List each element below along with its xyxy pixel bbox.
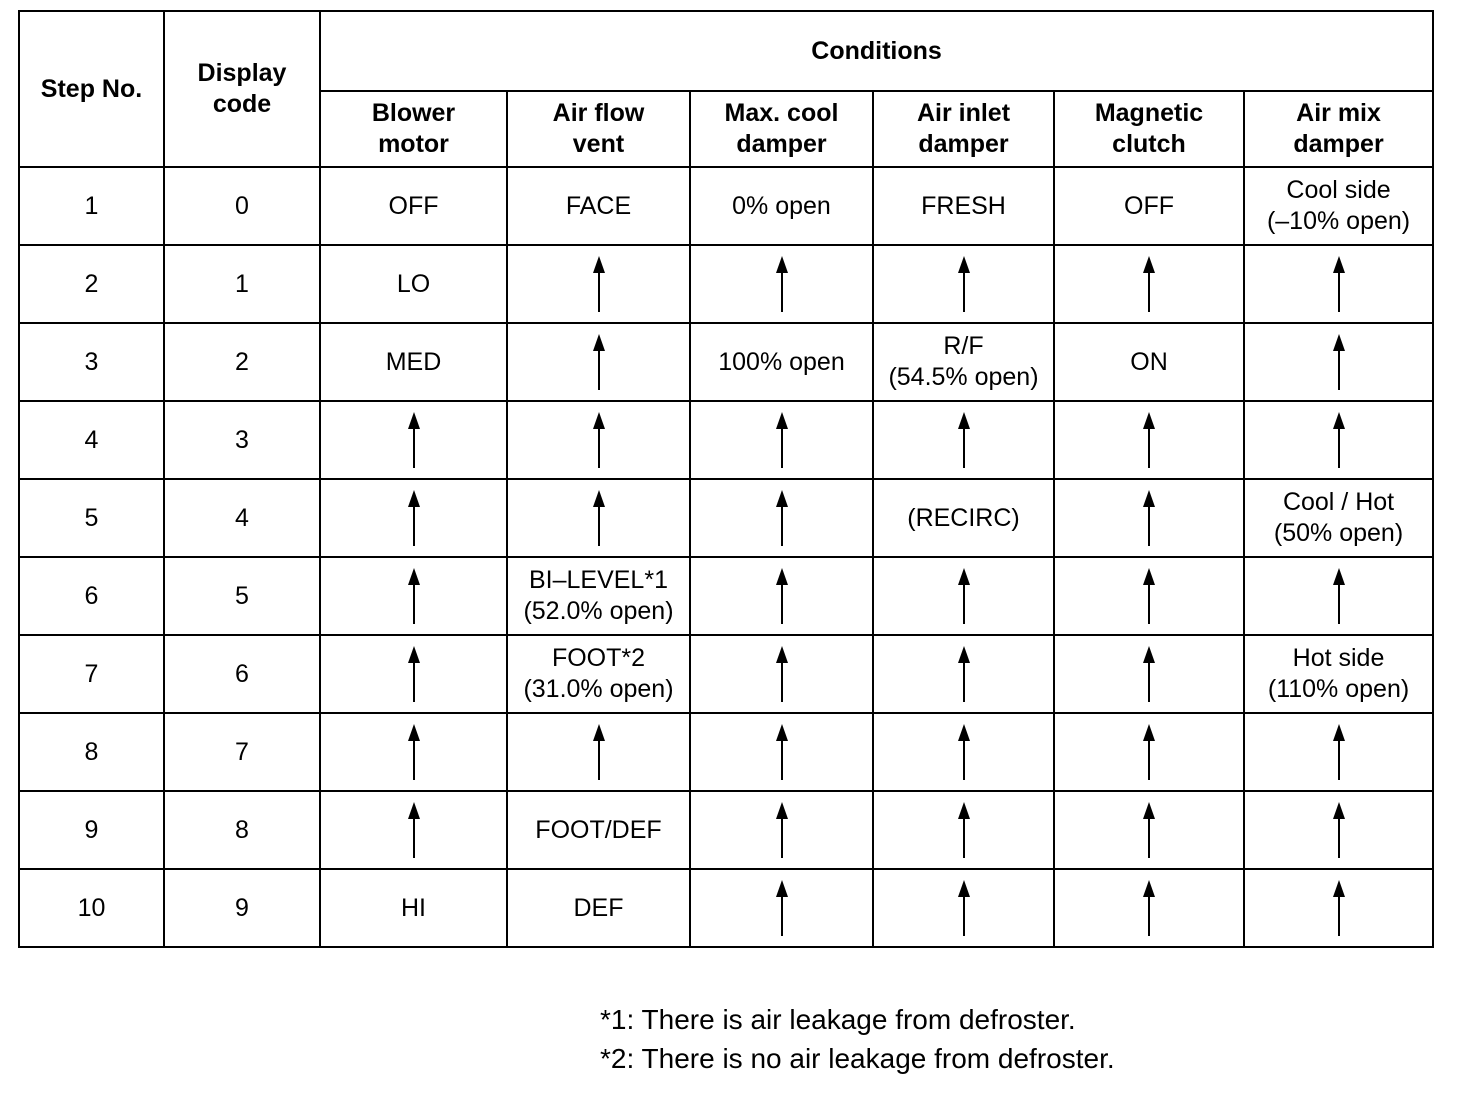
header-air-mix-damper: Air mix damper: [1244, 91, 1433, 167]
arrow-value: [789, 412, 790, 413]
cell-step-no: 5: [19, 479, 164, 557]
arrow-value: [421, 802, 422, 803]
up-arrow-icon: [1142, 256, 1156, 312]
header-air-flow-vent: Air flow vent: [507, 91, 690, 167]
table-row: [19, 791, 1433, 869]
up-arrow-icon: [1332, 256, 1346, 312]
arrow-value: [421, 568, 422, 569]
up-arrow-icon: [1332, 412, 1346, 468]
arrow-value: [1346, 724, 1347, 725]
cell-step-no: 6: [19, 557, 164, 635]
arrow-value: [1156, 568, 1157, 569]
up-arrow-icon: [957, 880, 971, 936]
cell-air-flow-vent: [507, 401, 690, 479]
cell-air-mix-damper: Cool / Hot (50% open): [1244, 479, 1433, 557]
cell-blower-motor: LO: [320, 245, 507, 323]
up-arrow-icon: [1332, 880, 1346, 936]
table-row: [19, 167, 1433, 245]
cell-max-cool-damper: [690, 791, 873, 869]
table-row: [19, 869, 1433, 947]
arrow-value: [606, 724, 607, 725]
cell-air-flow-vent: FACE: [507, 167, 690, 245]
up-arrow-icon: [957, 724, 971, 780]
arrow-value: [1346, 802, 1347, 803]
cell-blower-motor: [320, 791, 507, 869]
up-arrow-icon: [1142, 724, 1156, 780]
arrow-value: [606, 256, 607, 257]
cell-blower-motor: [320, 401, 507, 479]
up-arrow-icon: [775, 802, 789, 858]
cell-air-inlet-damper: [873, 869, 1054, 947]
arrow-value: [789, 256, 790, 257]
up-arrow-icon: [592, 334, 606, 390]
up-arrow-icon: [1142, 880, 1156, 936]
arrow-value: [789, 568, 790, 569]
cell-magnetic-clutch: [1054, 245, 1244, 323]
cell-max-cool-damper: [690, 245, 873, 323]
arrow-value: [1346, 334, 1347, 335]
table-row: [19, 401, 1433, 479]
up-arrow-icon: [1142, 568, 1156, 624]
cell-max-cool-damper: [690, 713, 873, 791]
header-conditions: Conditions: [320, 11, 1433, 91]
cell-display-code: 3: [164, 401, 320, 479]
table-row: [19, 635, 1433, 713]
cell-blower-motor: MED: [320, 323, 507, 401]
cell-display-code: 8: [164, 791, 320, 869]
arrow-value: [971, 646, 972, 647]
cell-air-mix-damper: [1244, 323, 1433, 401]
cell-display-code: 2: [164, 323, 320, 401]
cell-magnetic-clutch: [1054, 869, 1244, 947]
cell-max-cool-damper: 0% open: [690, 167, 873, 245]
up-arrow-icon: [775, 568, 789, 624]
cell-air-flow-vent: [507, 323, 690, 401]
cell-blower-motor: [320, 479, 507, 557]
arrow-value: [1156, 724, 1157, 725]
cell-air-flow-vent: [507, 713, 690, 791]
footnotes: [600, 1000, 1115, 1078]
cell-max-cool-damper: 100% open: [690, 323, 873, 401]
cell-air-inlet-damper: FRESH: [873, 167, 1054, 245]
header-step-no: Step No.: [19, 11, 164, 167]
up-arrow-icon: [1142, 646, 1156, 702]
table-row: [19, 323, 1433, 401]
cell-air-flow-vent: DEF: [507, 869, 690, 947]
cell-magnetic-clutch: ON: [1054, 323, 1244, 401]
arrow-value: [1346, 412, 1347, 413]
arrow-value: [971, 802, 972, 803]
up-arrow-icon: [775, 880, 789, 936]
up-arrow-icon: [1142, 412, 1156, 468]
arrow-value: [1156, 412, 1157, 413]
arrow-value: [971, 256, 972, 257]
up-arrow-icon: [1332, 568, 1346, 624]
up-arrow-icon: [1332, 334, 1346, 390]
up-arrow-icon: [592, 490, 606, 546]
cell-air-inlet-damper: [873, 713, 1054, 791]
cell-air-flow-vent: FOOT*2 (31.0% open): [507, 635, 690, 713]
arrow-value: [1156, 490, 1157, 491]
cell-air-flow-vent: [507, 245, 690, 323]
up-arrow-icon: [592, 256, 606, 312]
cell-magnetic-clutch: [1054, 635, 1244, 713]
table-row: [19, 245, 1433, 323]
cell-blower-motor: HI: [320, 869, 507, 947]
footnote-1: *1: There is air leakage from defroster.: [600, 1004, 1076, 1035]
cell-blower-motor: [320, 557, 507, 635]
cell-display-code: 6: [164, 635, 320, 713]
arrow-value: [1156, 646, 1157, 647]
cell-air-flow-vent: [507, 479, 690, 557]
cell-display-code: 1: [164, 245, 320, 323]
cell-step-no: 9: [19, 791, 164, 869]
cell-blower-motor: [320, 713, 507, 791]
arrow-value: [606, 490, 607, 491]
cell-magnetic-clutch: [1054, 401, 1244, 479]
cell-max-cool-damper: [690, 479, 873, 557]
up-arrow-icon: [407, 568, 421, 624]
up-arrow-icon: [957, 568, 971, 624]
arrow-value: [789, 802, 790, 803]
cell-air-mix-damper: [1244, 557, 1433, 635]
cell-blower-motor: OFF: [320, 167, 507, 245]
arrow-value: [1156, 802, 1157, 803]
cell-air-inlet-damper: [873, 245, 1054, 323]
up-arrow-icon: [957, 256, 971, 312]
cell-magnetic-clutch: [1054, 479, 1244, 557]
cell-air-inlet-damper: (RECIRC): [873, 479, 1054, 557]
up-arrow-icon: [775, 490, 789, 546]
header-blower-motor: Blower motor: [320, 91, 507, 167]
up-arrow-icon: [1332, 802, 1346, 858]
cell-magnetic-clutch: OFF: [1054, 167, 1244, 245]
cell-max-cool-damper: [690, 635, 873, 713]
arrow-value: [1346, 880, 1347, 881]
table-row: [19, 479, 1433, 557]
cell-step-no: 10: [19, 869, 164, 947]
arrow-value: [421, 724, 422, 725]
arrow-value: [606, 412, 607, 413]
up-arrow-icon: [957, 802, 971, 858]
up-arrow-icon: [1332, 724, 1346, 780]
cell-step-no: 4: [19, 401, 164, 479]
header-max-cool-damper: Max. cool damper: [690, 91, 873, 167]
cell-max-cool-damper: [690, 557, 873, 635]
cell-air-inlet-damper: [873, 791, 1054, 869]
arrow-value: [789, 880, 790, 881]
arrow-value: [971, 412, 972, 413]
cell-air-inlet-damper: [873, 635, 1054, 713]
cell-step-no: 2: [19, 245, 164, 323]
cell-air-mix-damper: [1244, 245, 1433, 323]
cell-air-mix-damper: [1244, 713, 1433, 791]
cell-magnetic-clutch: [1054, 791, 1244, 869]
cell-air-inlet-damper: [873, 401, 1054, 479]
footnote-2: *2: There is no air leakage from defroster.: [600, 1043, 1115, 1074]
cell-magnetic-clutch: [1054, 713, 1244, 791]
arrow-value: [789, 724, 790, 725]
cell-max-cool-damper: [690, 869, 873, 947]
arrow-value: [421, 412, 422, 413]
arrow-value: [971, 880, 972, 881]
cell-display-code: 7: [164, 713, 320, 791]
up-arrow-icon: [407, 646, 421, 702]
up-arrow-icon: [957, 412, 971, 468]
cell-air-inlet-damper: R/F (54.5% open): [873, 323, 1054, 401]
cell-air-mix-damper: [1244, 401, 1433, 479]
arrow-value: [421, 646, 422, 647]
up-arrow-icon: [775, 256, 789, 312]
up-arrow-icon: [592, 412, 606, 468]
cell-step-no: 3: [19, 323, 164, 401]
up-arrow-icon: [775, 412, 789, 468]
cell-display-code: 5: [164, 557, 320, 635]
arrow-value: [421, 490, 422, 491]
cell-max-cool-damper: [690, 401, 873, 479]
table-row: [19, 713, 1433, 791]
up-arrow-icon: [1142, 490, 1156, 546]
cell-magnetic-clutch: [1054, 557, 1244, 635]
cell-air-mix-damper: [1244, 791, 1433, 869]
arrow-value: [1346, 568, 1347, 569]
cell-step-no: 7: [19, 635, 164, 713]
header-magnetic-clutch: Magnetic clutch: [1054, 91, 1244, 167]
table-row: [19, 557, 1433, 635]
up-arrow-icon: [1142, 802, 1156, 858]
header-air-inlet-damper: Air inlet damper: [873, 91, 1054, 167]
cell-air-inlet-damper: [873, 557, 1054, 635]
up-arrow-icon: [775, 646, 789, 702]
cell-display-code: 4: [164, 479, 320, 557]
up-arrow-icon: [592, 724, 606, 780]
conditions-table: [18, 10, 1434, 948]
table-body: [19, 167, 1433, 947]
arrow-value: [971, 724, 972, 725]
cell-air-mix-damper: Cool side (–10% open): [1244, 167, 1433, 245]
up-arrow-icon: [407, 490, 421, 546]
up-arrow-icon: [407, 724, 421, 780]
arrow-value: [789, 646, 790, 647]
cell-step-no: 1: [19, 167, 164, 245]
arrow-value: [971, 568, 972, 569]
arrow-value: [606, 334, 607, 335]
cell-air-flow-vent: BI–LEVEL*1 (52.0% open): [507, 557, 690, 635]
up-arrow-icon: [775, 724, 789, 780]
up-arrow-icon: [407, 412, 421, 468]
cell-display-code: 9: [164, 869, 320, 947]
cell-air-mix-damper: [1244, 869, 1433, 947]
cell-blower-motor: [320, 635, 507, 713]
cell-air-flow-vent: FOOT/DEF: [507, 791, 690, 869]
up-arrow-icon: [407, 802, 421, 858]
cell-display-code: 0: [164, 167, 320, 245]
up-arrow-icon: [957, 646, 971, 702]
cell-air-mix-damper: Hot side (110% open): [1244, 635, 1433, 713]
arrow-value: [1156, 256, 1157, 257]
arrow-value: [1156, 880, 1157, 881]
arrow-value: [789, 490, 790, 491]
arrow-value: [1346, 256, 1347, 257]
header-display-code: Display code: [164, 11, 320, 167]
cell-step-no: 8: [19, 713, 164, 791]
